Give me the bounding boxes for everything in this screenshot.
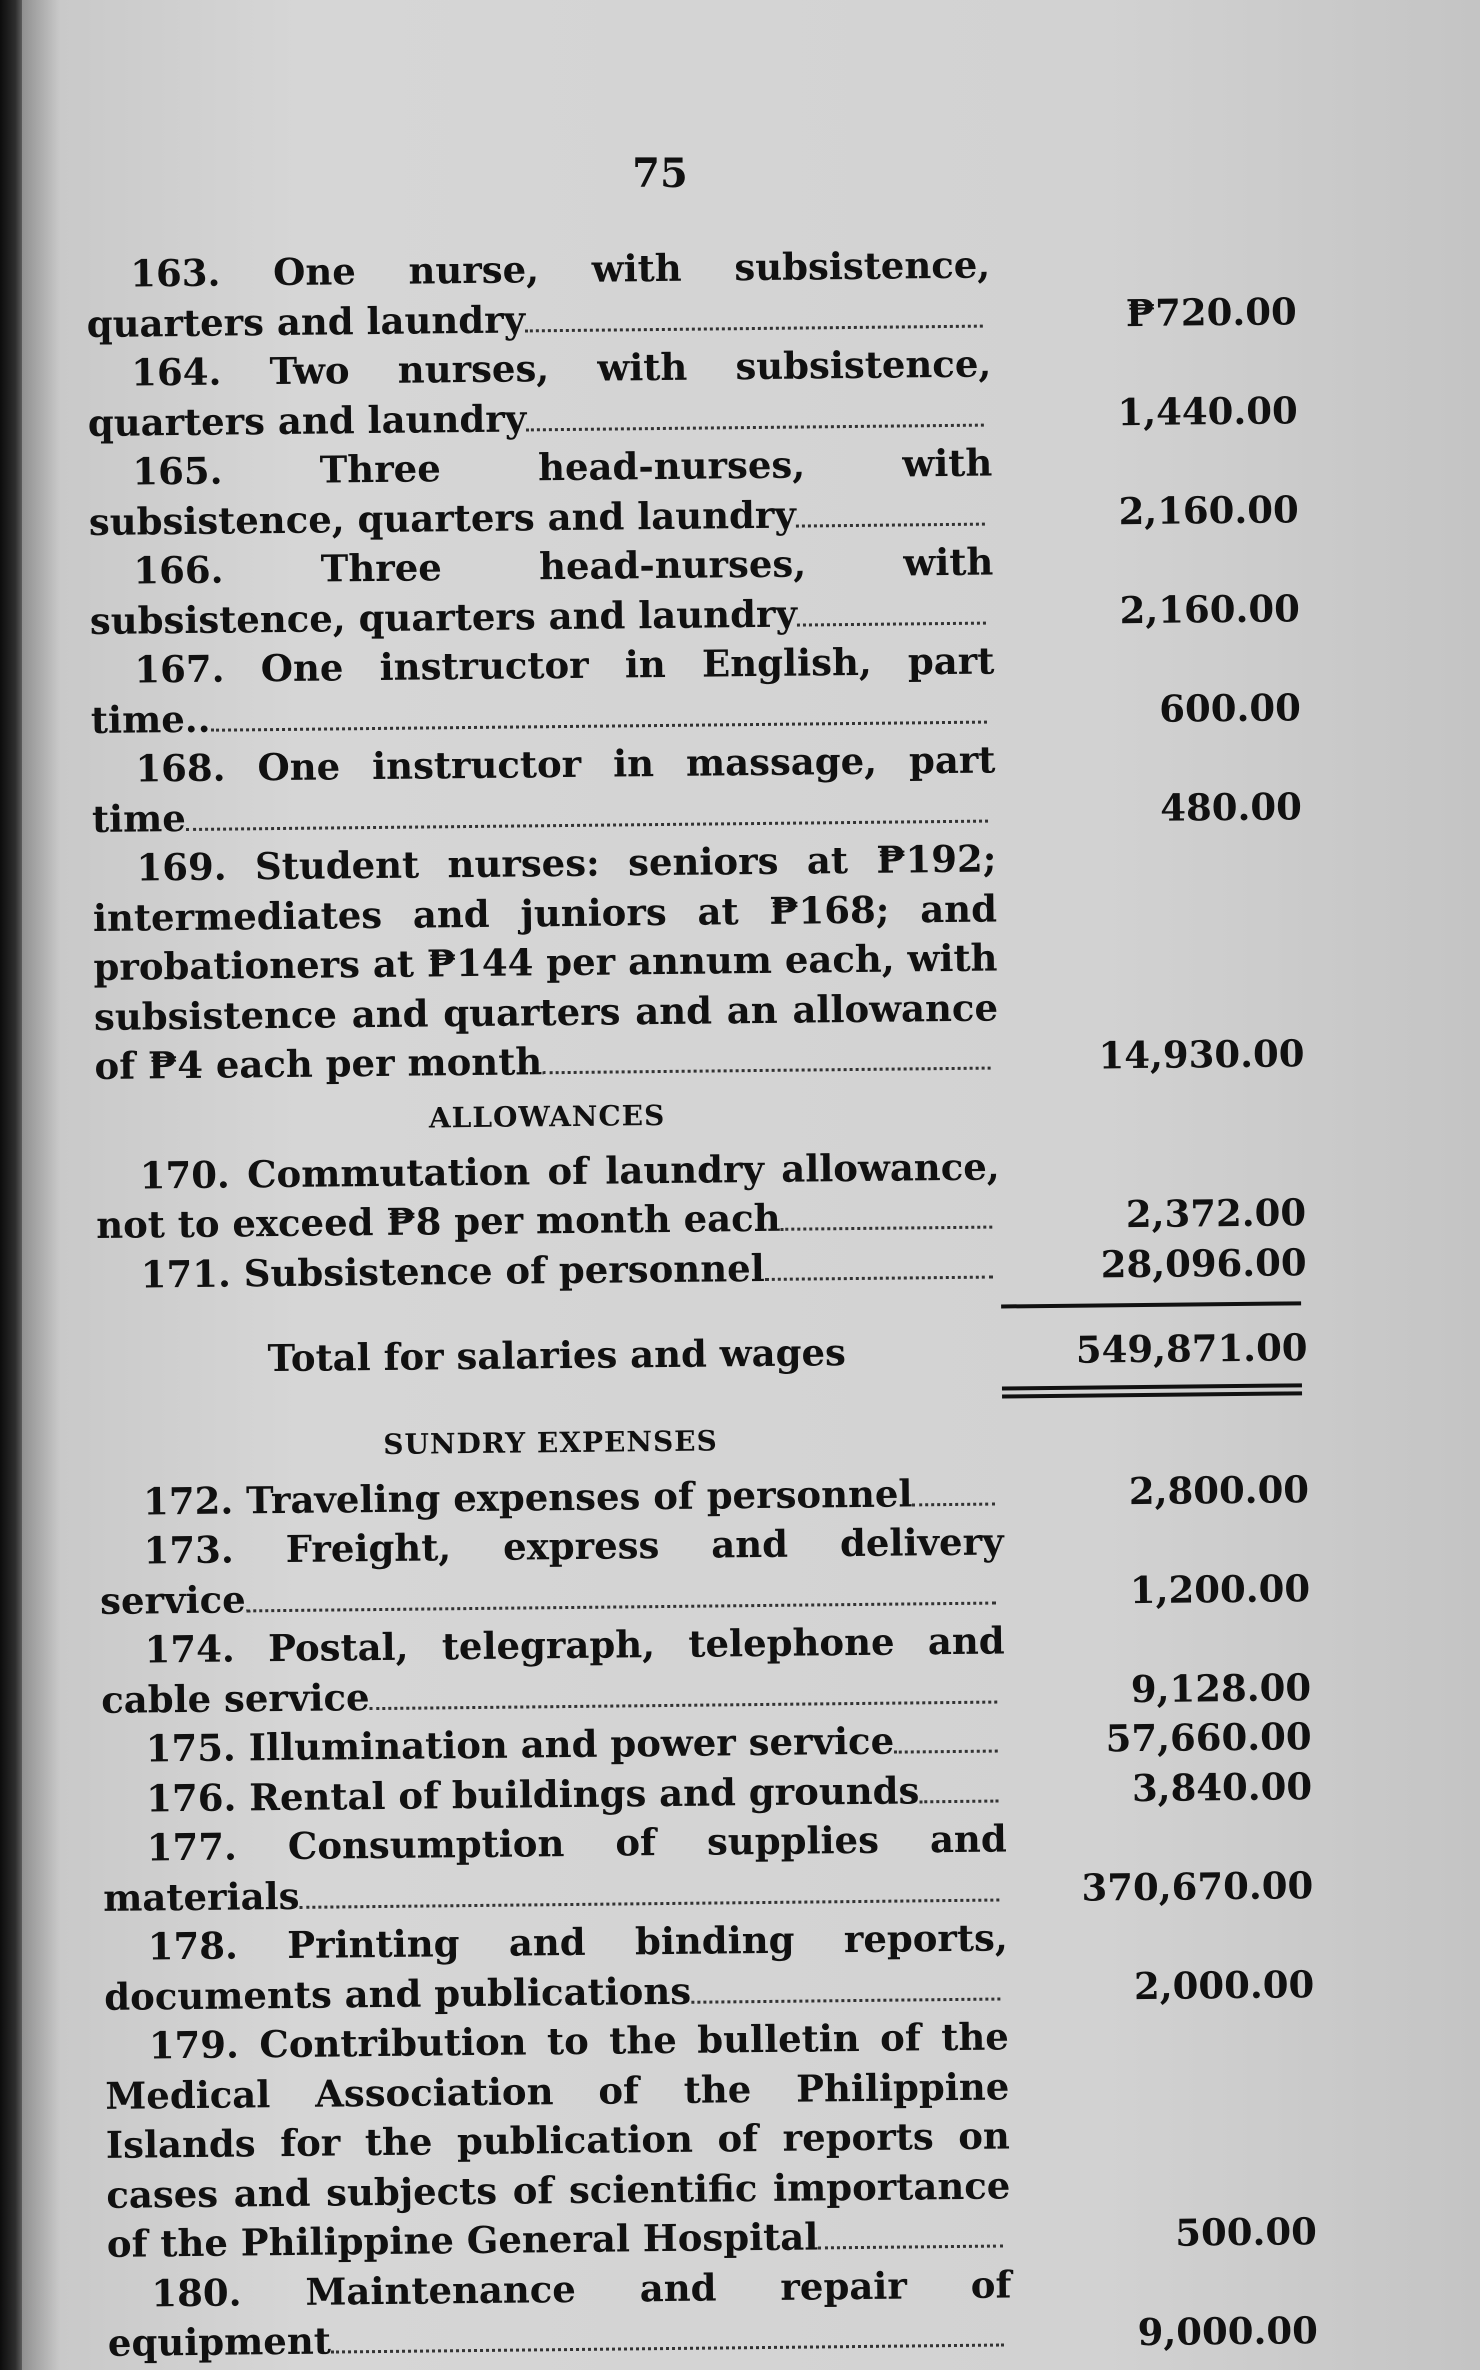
subtotal-rule xyxy=(1001,1301,1301,1308)
entry-description: Rental of buildings and grounds xyxy=(248,1767,920,1819)
entry-description: Two nurses, with subsistence, quarters and laundry xyxy=(87,341,992,445)
entry-row xyxy=(95,1139,1306,1251)
entry-amount: 57,660.00 xyxy=(1105,1714,1312,1761)
entry-row xyxy=(102,1811,1313,1923)
entry-amount: 2,800.00 xyxy=(1128,1466,1310,1513)
entry-description: Consumption of supplies and materials xyxy=(103,1816,1007,1920)
entry-description: One nurse, with subsistence, quarters and laundry xyxy=(86,242,991,346)
entry-row xyxy=(100,1613,1311,1725)
entry-number: 168. xyxy=(135,745,226,791)
entry-number: 169. xyxy=(136,844,227,890)
entry-number: 175. xyxy=(145,1725,237,1771)
total-label: Total for salaries and wages xyxy=(267,1330,847,1381)
total-amount: 549,871.00 xyxy=(1075,1325,1308,1372)
entry-number: 173. xyxy=(143,1527,234,1573)
sundry-heading: SUNDRY EXPENSES xyxy=(383,1423,718,1461)
dot-leader xyxy=(542,1043,991,1075)
dot-leader xyxy=(210,696,987,731)
entry-number: 179. xyxy=(148,2022,240,2068)
dot-leader xyxy=(818,2221,1003,2250)
entry-description: Contribution to the bulletin of the Medical Association of the Philippine Islands for the publication of reports on cases and subjects of scientific importance of the Philippine General Hospital xyxy=(105,2014,1011,2266)
entry-number: 165. xyxy=(132,448,223,494)
entry-row xyxy=(99,1514,1310,1626)
entry-row xyxy=(90,633,1301,745)
entry-amount: 480.00 xyxy=(1160,783,1303,830)
dot-leader xyxy=(299,1874,999,1908)
book-spine xyxy=(0,0,22,2370)
entry-amount: 1,200.00 xyxy=(1129,1565,1311,1612)
entry-amount: 28,096.00 xyxy=(1100,1239,1307,1286)
entry-number: 164. xyxy=(131,349,222,395)
salary-entries xyxy=(86,237,1305,1091)
entry-description: Three head-nurses, with subsistence, quarters and laundry xyxy=(88,440,993,544)
total-row xyxy=(97,1323,1307,1385)
entry-number: 180. xyxy=(151,2269,242,2315)
entry-number: 172. xyxy=(142,1478,234,1523)
entry-number: 171. xyxy=(140,1251,232,1296)
entry-amount: 2,372.00 xyxy=(1125,1190,1307,1237)
total-double-rule xyxy=(1002,1383,1302,1398)
entry-description: Postal, telegraph, telephone and cable service xyxy=(100,1618,1005,1722)
dot-leader xyxy=(245,1577,996,1612)
page-number: 75 xyxy=(632,150,688,197)
entry-row xyxy=(86,237,1297,349)
entry-number: 167. xyxy=(134,646,225,692)
dot-leader xyxy=(780,1202,992,1231)
entry-row xyxy=(89,534,1300,646)
entry-description: Printing and binding reports, documents and publications xyxy=(104,1915,1008,2019)
entry-description: Maintenance and repair of equipment xyxy=(107,2261,1012,2365)
dot-leader xyxy=(186,795,989,830)
entry-amount: 500.00 xyxy=(1174,2209,1318,2255)
entry-description: Traveling expenses of personnel xyxy=(245,1470,913,1522)
dot-leader xyxy=(525,300,983,332)
entry-row xyxy=(104,1910,1315,2022)
sundry-entries xyxy=(99,1465,1318,2369)
budget-listing xyxy=(86,237,1318,2368)
entry-amount: 2,000.00 xyxy=(1133,1961,1315,2008)
entry-number: 163. xyxy=(130,250,221,296)
entry-description: Three head-nurses, with subsistence, quarters and laundry xyxy=(89,539,994,643)
entry-row xyxy=(87,336,1298,448)
entry-amount: 1,440.00 xyxy=(1117,387,1298,434)
entry-description: One instructor in massage, part time xyxy=(91,737,996,841)
entry-number: 178. xyxy=(147,1923,239,1969)
entry-number: 166. xyxy=(133,547,224,593)
dot-leader xyxy=(331,2319,1005,2353)
entry-row xyxy=(92,831,1305,1091)
entry-amount: 9,128.00 xyxy=(1130,1664,1312,1711)
entry-number: 176. xyxy=(145,1775,237,1820)
entry-description: Freight, express and delivery service xyxy=(99,1519,1004,1623)
entry-number: 177. xyxy=(146,1824,238,1870)
allowances-heading: ALLOWANCES xyxy=(428,1098,666,1134)
allowance-entries xyxy=(95,1139,1306,1300)
entry-amount: 2,160.00 xyxy=(1119,585,1301,632)
entry-amount: 9,000.00 xyxy=(1137,2308,1319,2355)
dot-leader xyxy=(797,597,987,626)
entry-amount: ₱720.00 xyxy=(1125,288,1297,335)
entry-description: Subsistence of personnel xyxy=(243,1245,765,1295)
dot-leader xyxy=(912,1478,995,1506)
entry-description: Student nurses: seniors at ₱192; intermediates and juniors at ₱168; and probationers at ₱144 per annum each, with subsistence and quarters and an allowance of ₱4 each per month xyxy=(92,836,999,1088)
entry-description: Commutation of laundry allowance, not to exceed ₱8 per month each xyxy=(95,1143,1000,1247)
entry-number: 170. xyxy=(139,1152,231,1197)
dot-leader xyxy=(691,1973,1001,2003)
dot-leader xyxy=(894,1726,998,1754)
entry-number: 174. xyxy=(144,1626,236,1672)
dot-leader xyxy=(765,1251,994,1280)
dot-leader xyxy=(526,399,984,431)
entry-row xyxy=(88,435,1299,547)
dot-leader xyxy=(919,1775,999,1803)
entry-amount: 3,840.00 xyxy=(1131,1763,1313,1810)
entry-amount: 370,670.00 xyxy=(1081,1862,1314,1910)
dot-leader xyxy=(796,498,986,527)
entry-amount: 2,160.00 xyxy=(1118,486,1300,533)
entry-row xyxy=(105,2009,1318,2269)
dot-leader xyxy=(369,1676,997,1710)
entry-description: One instructor in English, part time.. xyxy=(90,638,995,742)
entry-amount: 14,930.00 xyxy=(1098,1031,1305,1078)
entry-row xyxy=(107,2257,1318,2369)
entry-amount: 600.00 xyxy=(1159,684,1302,731)
entry-row xyxy=(91,732,1302,844)
entry-description: Illumination and power service xyxy=(248,1718,895,1770)
